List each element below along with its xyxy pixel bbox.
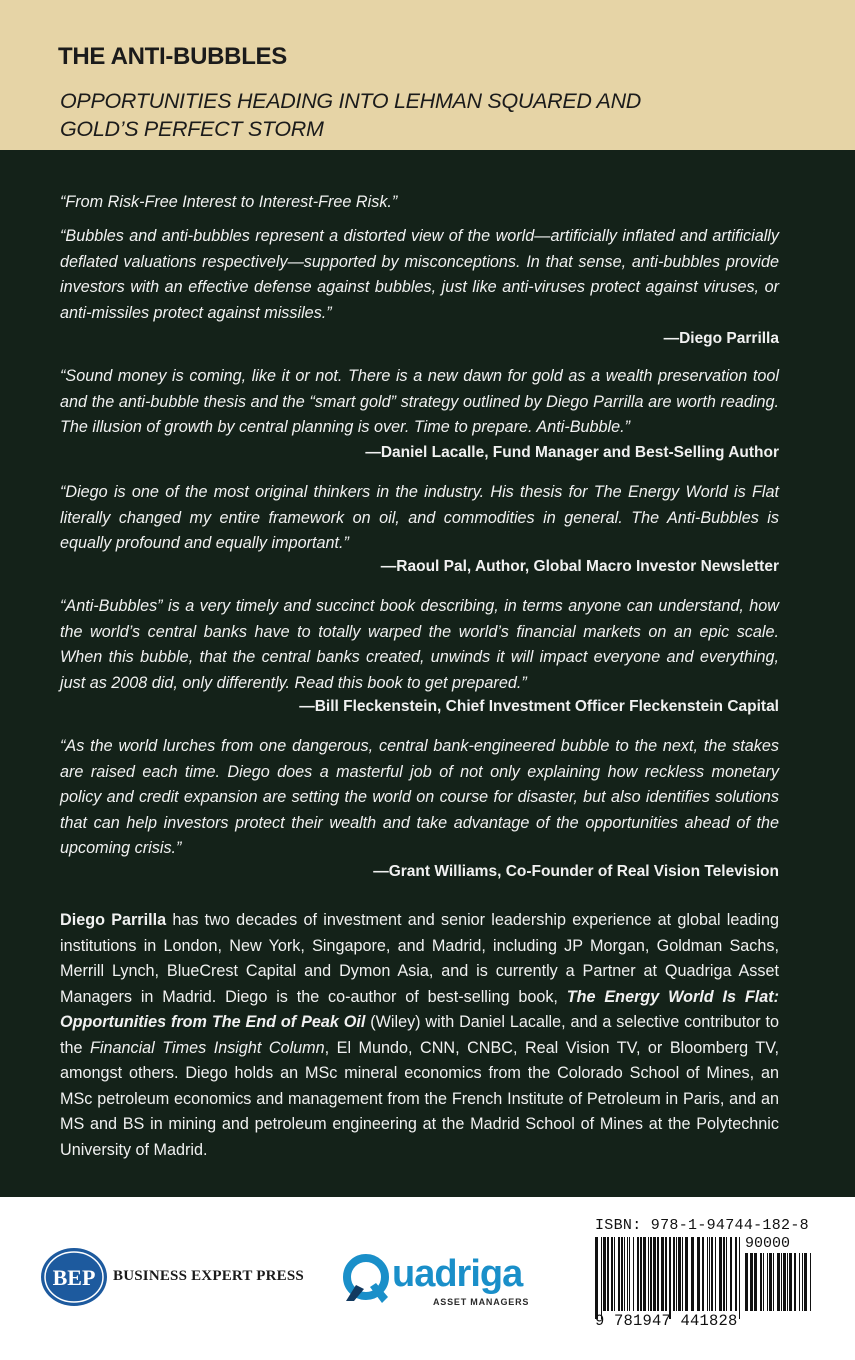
- isbn-label: ISBN: 978-1-94744-182-8: [595, 1217, 809, 1234]
- header-band: [0, 0, 855, 150]
- bio-text: has two decades of investment and senior leadership experience at global leading institutions in London, New York, Singapore, and Madrid, including JP Morgan, Goldman Sachs, Merrill Lynch, BlueCrest Capital and Dymon Asia, and is currently a Partner at Quadriga Asset Managers in Madrid. Diego is the co-author of best-selling book,: [60, 911, 780, 1006]
- bep-logo-icon: [40, 1247, 108, 1307]
- quote-text: “Bubbles and anti-bubbles represent a distorted view of the world—artificially inflated and artificially deflated valuations respectively—supported by misconceptions. In that sense, anti-bubbles provide investors with an effective defense against bubbles, just like anti-viruses protect against viruses, or anti-missiles protect against missiles.”: [60, 227, 779, 322]
- book-subtitle: [60, 87, 680, 143]
- quote-attribution: —Bill Fleckenstein, Chief Investment Officer Fleckenstein Capital: [299, 698, 779, 715]
- bio-column-title: Financial Times Insight Column: [90, 1038, 325, 1057]
- quote-text: “Anti-Bubbles” is a very timely and succinct book describing, in terms anyone can understand, how the world’s central banks have to totally warped the world’s financial markets on an epic scale. When this bubble, that the central banks created, unwinds it will impact everyone and everything, just as 2008 did, only differently. Read this book to get prepared.”: [60, 597, 779, 692]
- author-bio: [60, 908, 779, 1163]
- quote-attribution: —Raoul Pal, Author, Global Macro Investor Newsletter: [380, 558, 779, 575]
- barcode-digits: 9 781947 441828: [595, 1312, 738, 1330]
- addon-barcode-bars: [745, 1253, 813, 1319]
- isbn-barcode: [567, 1217, 822, 1335]
- quote-text: “Sound money is coming, like it or not. There is a new dawn for gold as a wealth preservation tool and the anti-bubble thesis and the “smart gold” strategy outlined by Diego Parrilla are worth reading. The illusion of growth by central planning is over. Time to prepare. Anti-Bubble.”: [60, 367, 779, 436]
- bio-text: (Wiley) with Daniel Lacalle, and a selective contributor to the: [60, 1013, 779, 1057]
- quadriga-q-icon: [342, 1251, 390, 1307]
- author-name: Diego Parrilla: [60, 911, 167, 929]
- bep-logo-text: BEP: [52, 1265, 96, 1290]
- bio-book-title: The Energy World Is Flat: Opportunities from The End of Peak Oil: [60, 987, 779, 1031]
- barcode-bars: [595, 1237, 743, 1319]
- quadriga-wordmark: uadriga: [392, 1253, 523, 1295]
- footer: [0, 1197, 855, 1360]
- subtitle-line-1: OPPORTUNITIES HEADING INTO LEHMAN SQUARED AND: [60, 89, 642, 113]
- price-code: 90000: [745, 1235, 791, 1252]
- publisher-name: BUSINESS EXPERT PRESS: [113, 1268, 304, 1284]
- quote-text: “As the world lurches from one dangerous, central bank-engineered bubble to the next, the stakes are raised each time. Diego does a masterful job of not only explaining how reckless monetary policy and credit expansion are setting the world on course for disaster, but also identifies solutions that can help investors protect their wealth and take advantage of the opportunities ahead of the upcoming crisis.”: [60, 737, 779, 857]
- subtitle-line-2: GOLD’S PERFECT STORM: [60, 117, 324, 141]
- epigraph: “From Risk-Free Interest to Interest-Free Risk.”: [60, 193, 398, 211]
- quote-attribution: —Diego Parrilla: [663, 330, 779, 347]
- quote-attribution: —Daniel Lacalle, Fund Manager and Best-Selling Author: [365, 444, 779, 461]
- quote-text: “Diego is one of the most original thinkers in the industry. His thesis for The Energy World is Flat literally changed my entire framework on oil, and commodities in general. The Anti-Bubbles is equally profound and equally important.”: [60, 483, 779, 552]
- quotes-panel: [0, 150, 855, 1197]
- book-title: THE ANTI-BUBBLES: [58, 43, 287, 70]
- quote-attribution: —Grant Williams, Co-Founder of Real Vision Television: [373, 863, 779, 880]
- quadriga-subtitle: ASSET MANAGERS: [433, 1297, 530, 1307]
- bio-text: , El Mundo, CNN, CNBC, Real Vision TV, or Bloomberg TV, amongst others. Diego holds an MSc mineral economics from the Colorado School of Mines, an MSc petroleum economics and management from the French Institute of Petroleum in Paris, and an MS and BS in mining and petroleum engineering at the Madrid School of Mines at the Polytechnic University of Madrid.: [60, 1038, 779, 1159]
